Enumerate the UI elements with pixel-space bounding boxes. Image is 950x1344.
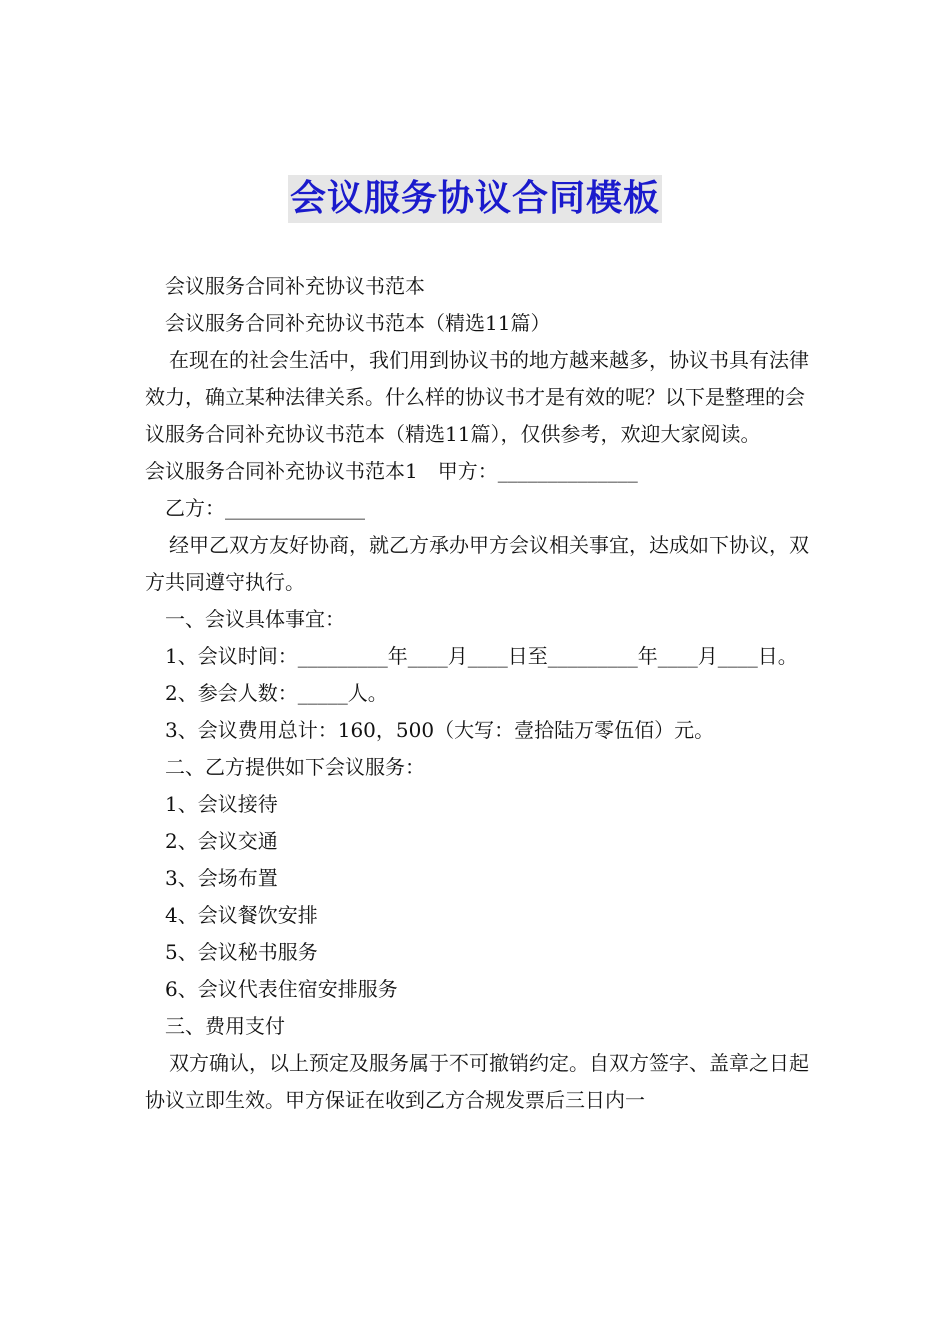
section-heading-2: 二、乙方提供如下会议服务： bbox=[165, 755, 425, 779]
document-body bbox=[145, 268, 810, 1119]
list-item-meeting-time: 1、会议时间：_________年____月____日至_________年____月____日。 bbox=[165, 644, 798, 668]
paragraph-party-a: 会议服务合同补充协议书范本1 甲方：______________ bbox=[145, 459, 638, 483]
list-item-attendees: 2、参会人数：_____人。 bbox=[165, 681, 388, 705]
section-heading-1: 一、会议具体事宜： bbox=[165, 607, 345, 631]
paragraph-subtitle: 会议服务合同补充协议书范本 bbox=[165, 274, 425, 298]
list-item-total-fee: 3、会议费用总计：160，500（大写：壹拾陆万零伍佰）元。 bbox=[165, 718, 715, 742]
title-container bbox=[0, 175, 950, 223]
paragraph-subtitle-selected: 会议服务合同补充协议书范本（精选11篇） bbox=[165, 311, 551, 335]
section-heading-3: 三、费用支付 bbox=[165, 1014, 285, 1038]
paragraph-agreement: 经甲乙双方友好协商，就乙方承办甲方会议相关事宜，达成如下协议，双方共同遵守执行。 bbox=[145, 533, 809, 594]
list-item-service-1: 1、会议接待 bbox=[165, 792, 278, 816]
list-item-service-3: 3、会场布置 bbox=[165, 866, 278, 890]
list-item-service-5: 5、会议秘书服务 bbox=[165, 940, 318, 964]
document-title: 会议服务协议合同模板 bbox=[288, 175, 662, 223]
list-item-service-4: 4、会议餐饮安排 bbox=[165, 903, 318, 927]
paragraph-party-b: 乙方：______________ bbox=[165, 496, 365, 520]
paragraph-payment: 双方确认，以上预定及服务属于不可撤销约定。自双方签字、盖章之日起协议立即生效。甲方保证在收到乙方合规发票后三日内一 bbox=[145, 1051, 809, 1112]
list-item-service-6: 6、会议代表住宿安排服务 bbox=[165, 977, 398, 1001]
paragraph-intro: 在现在的社会生活中，我们用到协议书的地方越来越多，协议书具有法律效力，确立某种法律关系。什么样的协议书才是有效的呢？以下是整理的会议服务合同补充协议书范本（精选11篇），仅供参考，欢迎大家阅读。 bbox=[145, 348, 809, 446]
list-item-service-2: 2、会议交通 bbox=[165, 829, 278, 853]
